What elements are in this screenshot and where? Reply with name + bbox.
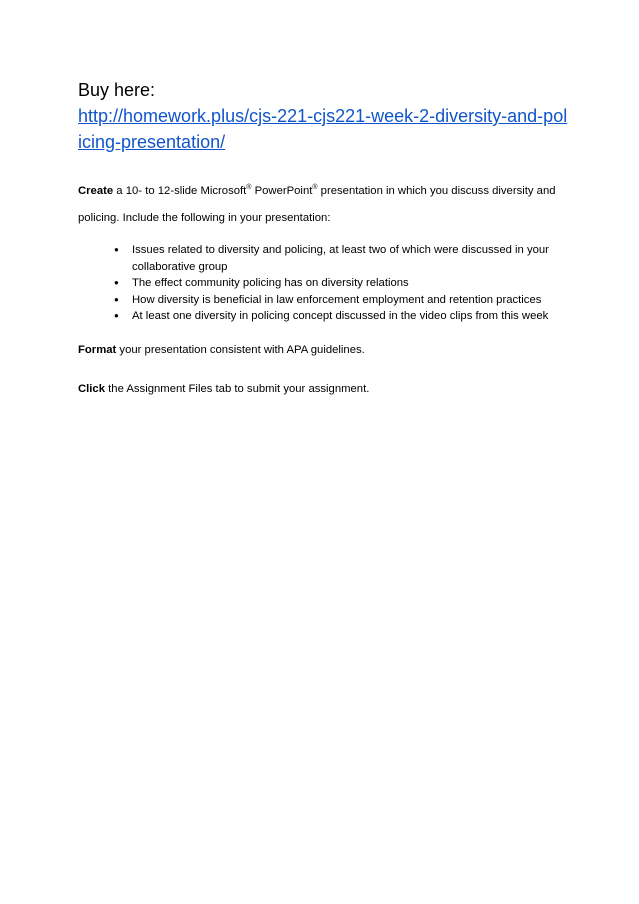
list-item bbox=[114, 308, 568, 325]
bullet-icon: ● bbox=[114, 294, 119, 304]
purchase-link[interactable]: http://homework.plus/cjs-221-cjs221-week-2-diversity-and-policing-presentation/ bbox=[78, 106, 568, 152]
intro-text-part1: a 10- to 12-slide Microsoft bbox=[113, 185, 247, 197]
list-item bbox=[114, 292, 568, 309]
format-text: your presentation consistent with APA guidelines. bbox=[116, 343, 365, 356]
list-item-text: At least one diversity in policing concept discussed in the video clips from this week bbox=[132, 310, 549, 322]
requirements-list bbox=[78, 242, 568, 325]
click-text: the Assignment Files tab to submit your assignment. bbox=[105, 382, 370, 395]
click-keyword: Click bbox=[78, 382, 106, 395]
list-item-text: The effect community policing has on diversity relations bbox=[132, 277, 409, 289]
registered-mark: ® bbox=[312, 184, 318, 192]
format-keyword: Format bbox=[78, 343, 117, 356]
create-keyword: Create bbox=[78, 185, 114, 197]
bullet-icon: ● bbox=[114, 278, 119, 287]
list-item-text: How diversity is beneficial in law enforcement employment and retention practices bbox=[132, 293, 542, 306]
registered-mark: ® bbox=[246, 184, 252, 192]
list-item bbox=[114, 242, 568, 275]
document-content bbox=[78, 77, 568, 403]
list-item bbox=[114, 275, 568, 292]
bullet-icon: ● bbox=[114, 245, 119, 254]
intro-text-part3: presentation in which you discuss diversity and policing. Include the following in your presentation: bbox=[78, 185, 556, 224]
format-paragraph bbox=[78, 337, 568, 364]
bullet-icon: ● bbox=[114, 311, 119, 320]
click-paragraph bbox=[78, 376, 568, 403]
intro-paragraph bbox=[78, 178, 568, 232]
list-item-text: Issues related to diversity and policing, at least two of which were discussed in your collaborative group bbox=[132, 244, 549, 273]
buy-here-label: Buy here: bbox=[78, 80, 156, 100]
intro-text-part2: PowerPoint bbox=[251, 185, 313, 197]
